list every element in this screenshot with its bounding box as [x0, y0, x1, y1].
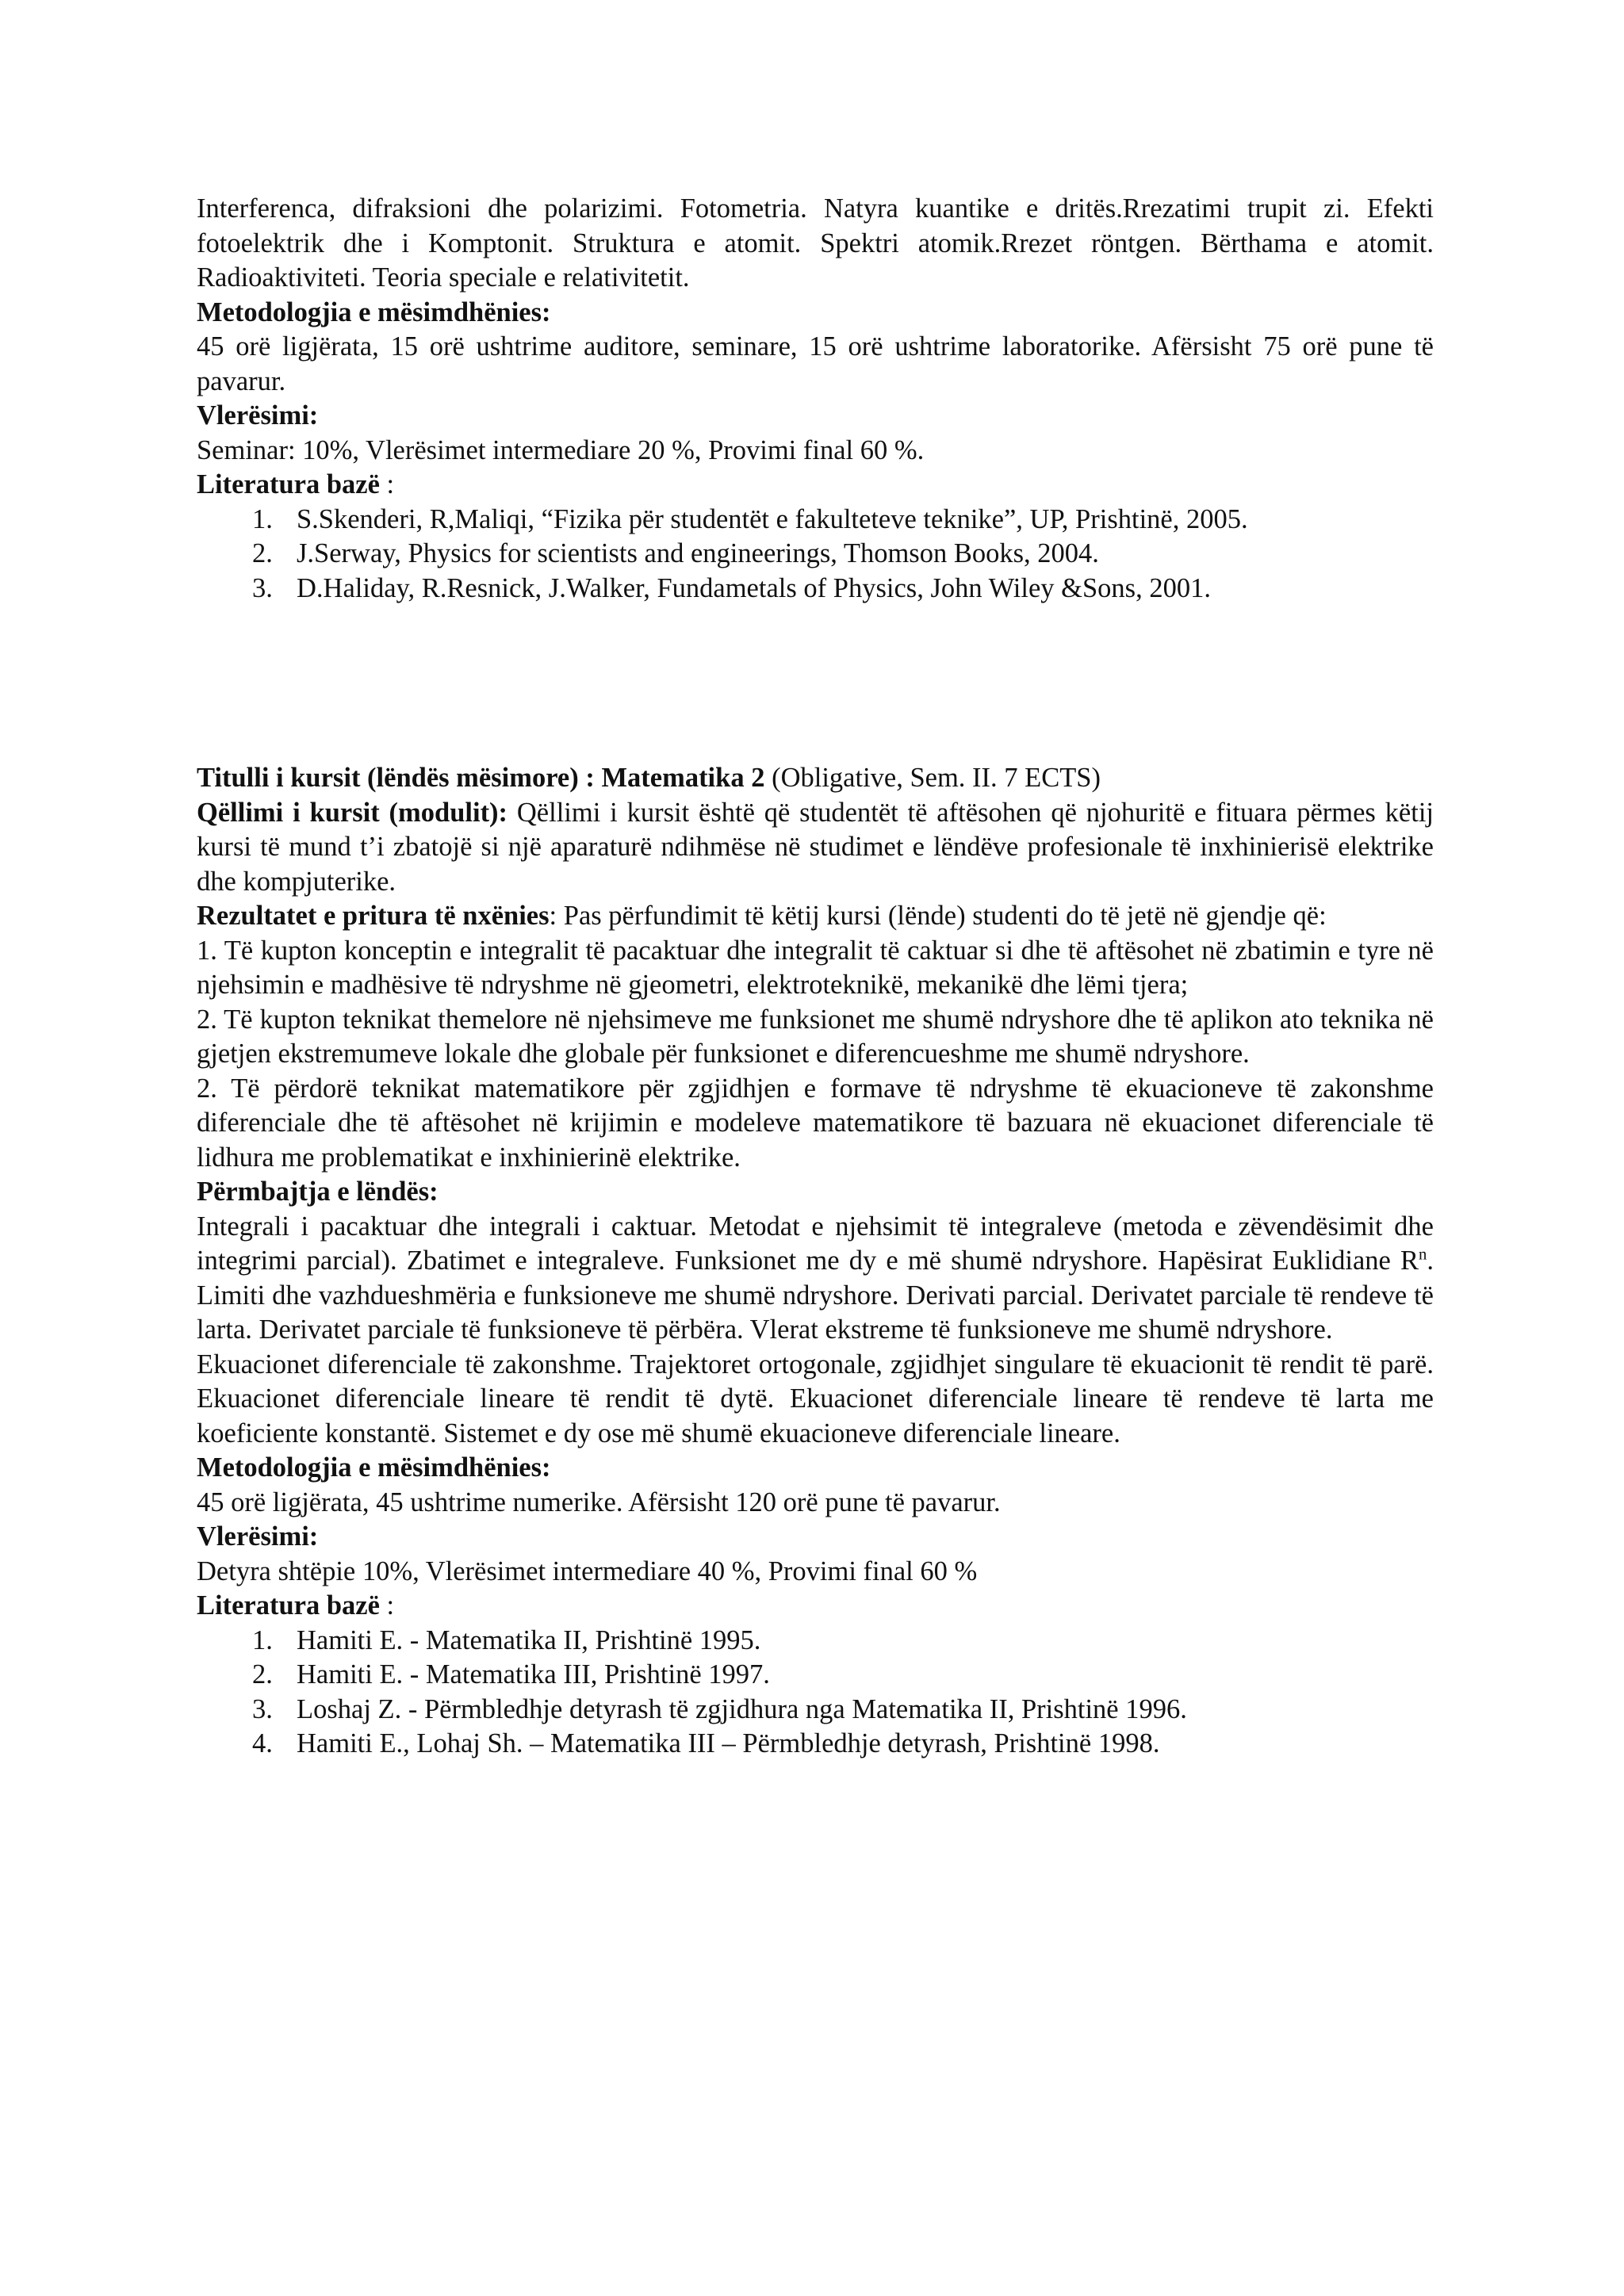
content-text-part: Integrali i pacaktuar dhe integrali i caktuar. Metodat e njehsimit të integraleve (metoda e zëvendësimit dhe integrimi parcial). Zbatimet e integraleve. Funksionet me dy e më shumë ndryshore. Hapësirat Euklidiane R: [197, 1211, 1434, 1276]
literature-item: [197, 1693, 1434, 1728]
literature-list: [197, 1624, 1434, 1762]
literature-item-text: S.Skenderi, R,Maliqi, “Fizika për studentët e fakulteteve teknike”, UP, Prishtinë, 2005.: [297, 503, 1248, 534]
literature-heading: [197, 1589, 1434, 1624]
learning-outcomes-label: Rezultatet e pritura të nxënies: [197, 901, 550, 931]
literature-item: [197, 1624, 1434, 1659]
assessment-heading: Vlerësimi:: [197, 400, 319, 430]
course-content-heading: Përmbajtja e lëndës:: [197, 1177, 439, 1207]
course-content-paragraph: Interferenca, difraksioni dhe polarizimi. Fotometria. Natyra kuantike e dritës.Rrezatimi trupit zi. Efekti fotoelektrik dhe i Komptonit. Struktura e atomit. Spektri atomik.Rrezet röntgen. Bërthama e atomit. Radioaktiviteti. Teoria speciale e relativitetit.: [197, 193, 1434, 293]
literature-list: [197, 503, 1434, 607]
literature-item-number: 4.: [252, 1728, 273, 1758]
literature-heading-colon: :: [379, 469, 395, 499]
course-title-name: Matematika 2: [601, 763, 765, 793]
course-goal: [197, 796, 1434, 900]
assessment-heading: Vlerësimi:: [197, 1521, 319, 1552]
course-title-info: (Obligative, Sem. II. 7 ECTS): [764, 763, 1101, 793]
course-content-paragraph: [197, 1210, 1434, 1348]
methodology-heading: Metodologjia e mësimdhënies:: [197, 1452, 551, 1483]
literature-item-number: 2.: [252, 538, 273, 568]
physics-course-section: [197, 192, 1434, 606]
methodology-heading: Metodologjia e mësimdhënies:: [197, 297, 551, 327]
learning-outcomes-intro-text: : Pas përfundimit të këtij kursi (lënde) studenti do të jetë në gjendje që:: [549, 901, 1327, 931]
course-content-paragraph: Ekuacionet diferenciale të zakonshme. Trajektoret ortogonale, zgjidhjet singulare të ekuacionit të rendit të parë. Ekuacionet diferenciale lineare të rendit të dytë. Ekuacionet diferenciale lineare të rendeve të larta me koeficiente konstantë. Sistemet e dy ose më shumë ekuacioneve diferenciale lineare.: [197, 1349, 1434, 1448]
literature-item-number: 3.: [252, 572, 273, 603]
document-page: [197, 192, 1434, 1762]
course-goal-label: Qëllimi i kursit (modulit):: [197, 797, 508, 828]
literature-item-number: 3.: [252, 1693, 273, 1724]
literature-heading-label: Literatura bazë: [197, 469, 380, 499]
course-title: [197, 761, 1434, 796]
literature-heading-colon: :: [379, 1590, 395, 1621]
literature-item-number: 2.: [252, 1659, 273, 1689]
methodology-text: 45 orë ligjërata, 15 orë ushtrime auditore, seminare, 15 orë ushtrime laboratorike. Afërsisht 75 orë pune të pavarur.: [197, 331, 1434, 396]
superscript-n: n: [1419, 1246, 1427, 1264]
learning-outcome-item: 2. Të përdorë teknikat matematikore për zgjidhjen e formave të ndryshme të ekuacioneve të zakonshme diferenciale dhe të aftësohet në krijimin e modeleve matematikore të bazuara në ekuacionet diferenciale të lidhura me problematikat e inxhinierinë elektrike.: [197, 1073, 1434, 1173]
literature-item: [197, 1727, 1434, 1762]
learning-outcome-item: 2. Të kupton teknikat themelore në njehsimeve me funksionet me shumë ndryshore dhe të aplikon ato teknika në gjetjen ekstremumeve lokale dhe globale për funksionet e diferencueshme me shumë ndryshore.: [197, 1004, 1434, 1069]
course-title-label: Titulli i kursit (lëndës mësimore) :: [197, 763, 602, 793]
literature-item-number: 1.: [252, 1624, 273, 1655]
literature-item-text: J.Serway, Physics for scientists and engineerings, Thomson Books, 2004.: [297, 538, 1099, 568]
assessment-text: Seminar: 10%, Vlerësimet intermediare 20 %, Provimi final 60 %.: [197, 434, 925, 465]
course-goal-text: Qëllimi i kursit është që studentët të aftësohen që njohuritë e fituara përmes këtij kursi të mund t’i zbatojë si një aparaturë ndihmëse në studimet e lëndëve profesionale të inxhinierisë elektrike dhe kompjuterike.: [197, 797, 1434, 897]
assessment-text: Detyra shtëpie 10%, Vlerësimet intermediare 40 %, Provimi final 60 %: [197, 1556, 978, 1586]
literature-item: [197, 1658, 1434, 1693]
literature-heading: [197, 468, 1434, 503]
learning-outcomes-intro: [197, 899, 1434, 934]
math-course-section: [197, 761, 1434, 1762]
literature-item-text: D.Haliday, R.Resnick, J.Walker, Fundametals of Physics, John Wiley &Sons, 2001.: [297, 572, 1211, 603]
literature-item-text: Hamiti E., Lohaj Sh. – Matematika III – Përmbledhje detyrash, Prishtinë 1998.: [297, 1728, 1160, 1758]
content-text-part: . Limiti dhe vazhdueshmëria e funksioneve me shumë ndryshore. Derivati parcial. Derivatet parciale të rendeve të larta. Derivatet parciale të funksioneve të përbëra. Vlerat ekstreme të funksioneve me shumë ndryshore.: [197, 1246, 1434, 1345]
literature-item-text: Hamiti E. - Matematika III, Prishtinë 1997.: [297, 1659, 770, 1689]
literature-item: [197, 537, 1434, 572]
section-spacer: [197, 606, 1434, 761]
literature-heading-label: Literatura bazë: [197, 1590, 380, 1621]
learning-outcome-item: 1. Të kupton konceptin e integralit të pacaktuar dhe integralit të caktuar si dhe të aftësohet në zbatimin e tyre në njehsimin e madhësive të ndryshme në gjeometri, elektroteknikë, mekanikë dhe lëmi tjera;: [197, 935, 1434, 1000]
methodology-text: 45 orë ligjërata, 45 ushtrime numerike. Afërsisht 120 orë pune të pavarur.: [197, 1487, 1001, 1517]
literature-item-text: Loshaj Z. - Përmbledhje detyrash të zgjidhura nga Matematika II, Prishtinë 1996.: [297, 1693, 1187, 1724]
literature-item-text: Hamiti E. - Matematika II, Prishtinë 1995.: [297, 1624, 761, 1655]
literature-item: [197, 503, 1434, 538]
literature-item-number: 1.: [252, 503, 273, 534]
literature-item: [197, 572, 1434, 607]
